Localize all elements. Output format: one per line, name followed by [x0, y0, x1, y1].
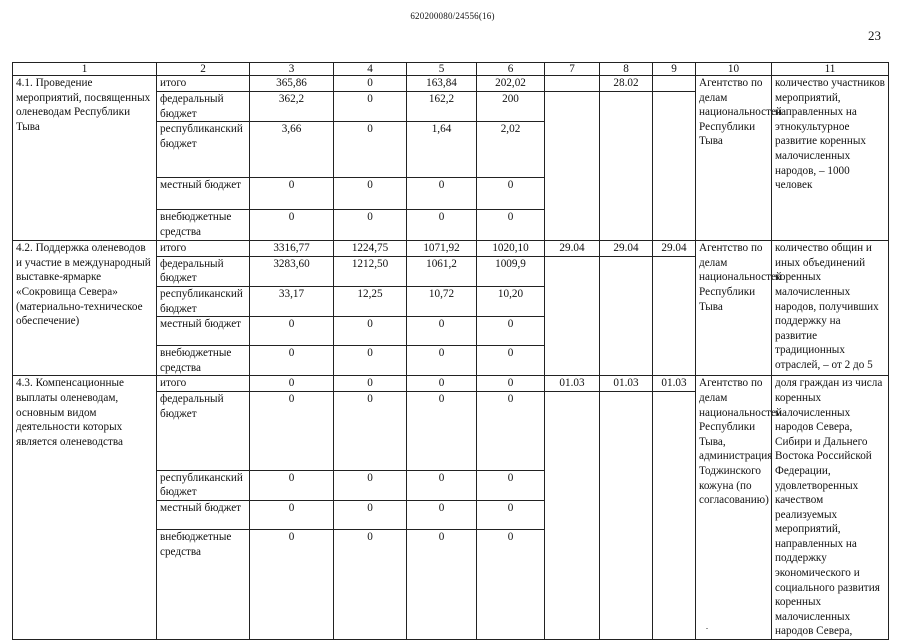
activity-name: 4.3. Компенсационные выплаты оленеводам, основным видом деятельности которых является оленеводства — [13, 376, 157, 640]
empty-cell — [545, 391, 600, 639]
value-year-2: 0 — [407, 376, 477, 392]
value-total: 0 — [250, 210, 334, 241]
value-total: 0 — [250, 346, 334, 376]
value-year-2: 0 — [407, 346, 477, 376]
expected-result: доля граждан из числа коренных малочисленных народов Севера, Сибири и Дальнего Востока Российской Федерации, удовлетворенных качеством реализуемых мероприятий, направленных на поддержку экономического и социального развития коренных малочисленных народов Севера, — [772, 376, 889, 640]
value-year-3: 0 — [477, 178, 545, 210]
value-year-3: 1009,9 — [477, 256, 545, 286]
expected-result: количество участников мероприятий, направленных на этнокультурное развитие коренных малочисленных народов, – 1000 человек — [772, 76, 889, 241]
col-header: 5 — [407, 63, 477, 76]
col-header: 8 — [600, 63, 653, 76]
value-year-1: 1212,50 — [334, 256, 407, 286]
document-id: 620200080/24556(16) — [410, 11, 495, 21]
value-total: 0 — [250, 501, 334, 530]
value-total: 0 — [250, 317, 334, 346]
value-total: 33,17 — [250, 286, 334, 316]
value-year-1: 0 — [334, 122, 407, 178]
empty-cell — [600, 391, 653, 639]
value-total: 0 — [250, 376, 334, 392]
value-year-2: 1071,92 — [407, 241, 477, 257]
value-year-1: 0 — [334, 376, 407, 392]
value-year-3: 0 — [477, 501, 545, 530]
col-header: 3 — [250, 63, 334, 76]
activity-name: 4.1. Проведение мероприятий, посвященных оленеводам Республики Тыва — [13, 76, 157, 241]
value-total: 365,86 — [250, 76, 334, 92]
value-year-1: 12,25 — [334, 286, 407, 316]
value-year-2: 162,2 — [407, 92, 477, 122]
value-year-1: 1224,75 — [334, 241, 407, 257]
empty-cell — [600, 92, 653, 241]
value-year-2: 1061,2 — [407, 256, 477, 286]
value-year-2: 0 — [407, 391, 477, 470]
program-table — [12, 62, 889, 640]
page-number: 23 — [868, 28, 881, 43]
value-total: 3316,77 — [250, 241, 334, 257]
col-header: 11 — [772, 63, 889, 76]
value-year-2: 0 — [407, 178, 477, 210]
value-year-1: 0 — [334, 501, 407, 530]
funding-source: республиканский бюджет — [157, 122, 250, 178]
value-total: 0 — [250, 391, 334, 470]
col-header: 10 — [696, 63, 772, 76]
value-total: 3,66 — [250, 122, 334, 178]
funding-source: внебюджетные средства — [157, 530, 250, 640]
funding-source: федеральный бюджет — [157, 256, 250, 286]
deadline-2: 28.02 — [600, 76, 653, 92]
scan-speck — [706, 628, 708, 629]
expected-result: количество общин и иных объединений коренных малочисленных народов, получивших поддержку на развитие традиционных отраслей, – от 2 до 5 — [772, 241, 889, 376]
executor: Агентство по делам национальностей Республики Тыва — [696, 76, 772, 241]
empty-cell — [653, 391, 696, 639]
value-year-3: 0 — [477, 317, 545, 346]
table-row — [13, 76, 889, 92]
col-header: 9 — [653, 63, 696, 76]
funding-source: местный бюджет — [157, 501, 250, 530]
value-year-3: 0 — [477, 376, 545, 392]
deadline-3 — [653, 76, 696, 92]
value-total: 0 — [250, 530, 334, 640]
funding-source: республиканский бюджет — [157, 470, 250, 500]
empty-cell — [653, 92, 696, 241]
value-year-3: 200 — [477, 92, 545, 122]
value-year-2: 0 — [407, 530, 477, 640]
col-header: 7 — [545, 63, 600, 76]
col-header: 2 — [157, 63, 250, 76]
value-year-1: 0 — [334, 346, 407, 376]
value-year-2: 0 — [407, 501, 477, 530]
deadline-1: 01.03 — [545, 376, 600, 392]
column-numbers-row — [13, 63, 889, 76]
value-year-2: 0 — [407, 210, 477, 241]
funding-source: итого — [157, 376, 250, 392]
value-year-1: 0 — [334, 178, 407, 210]
executor: Агентство по делам национальностей Республики Тыва — [696, 241, 772, 376]
empty-cell — [600, 256, 653, 376]
funding-source: республиканский бюджет — [157, 286, 250, 316]
empty-cell — [545, 92, 600, 241]
funding-source: федеральный бюджет — [157, 391, 250, 470]
value-total: 0 — [250, 178, 334, 210]
col-header: 6 — [477, 63, 545, 76]
value-total: 3283,60 — [250, 256, 334, 286]
value-year-1: 0 — [334, 391, 407, 470]
value-year-1: 0 — [334, 76, 407, 92]
value-year-3: 10,20 — [477, 286, 545, 316]
value-total: 362,2 — [250, 92, 334, 122]
value-year-2: 0 — [407, 470, 477, 500]
funding-source: внебюджетные средства — [157, 346, 250, 376]
funding-source: внебюджетные средства — [157, 210, 250, 241]
col-header: 1 — [13, 63, 157, 76]
funding-source: местный бюджет — [157, 317, 250, 346]
value-year-3: 202,02 — [477, 76, 545, 92]
value-year-2: 0 — [407, 317, 477, 346]
value-year-3: 2,02 — [477, 122, 545, 178]
deadline-1 — [545, 76, 600, 92]
col-header: 4 — [334, 63, 407, 76]
funding-source: федеральный бюджет — [157, 92, 250, 122]
value-year-3: 0 — [477, 346, 545, 376]
deadline-3: 01.03 — [653, 376, 696, 392]
executor: Агентство по делам национальностей Республики Тыва, администрация Тоджинского кожуна (по согласованию) — [696, 376, 772, 640]
empty-cell — [545, 256, 600, 376]
funding-source: местный бюджет — [157, 178, 250, 210]
table-row — [13, 376, 889, 392]
funding-source: итого — [157, 241, 250, 257]
value-year-2: 1,64 — [407, 122, 477, 178]
value-year-2: 10,72 — [407, 286, 477, 316]
value-year-3: 0 — [477, 470, 545, 500]
value-total: 0 — [250, 470, 334, 500]
value-year-3: 0 — [477, 530, 545, 640]
table-row — [13, 241, 889, 257]
deadline-2: 29.04 — [600, 241, 653, 257]
value-year-3: 1020,10 — [477, 241, 545, 257]
empty-cell — [653, 256, 696, 376]
value-year-1: 0 — [334, 530, 407, 640]
value-year-1: 0 — [334, 92, 407, 122]
value-year-2: 163,84 — [407, 76, 477, 92]
deadline-1: 29.04 — [545, 241, 600, 257]
value-year-3: 0 — [477, 391, 545, 470]
activity-name: 4.2. Поддержка оленеводов и участие в международный выставке-ярмарке «Сокровища Севера» (материально-техническое обеспечение) — [13, 241, 157, 376]
deadline-3: 29.04 — [653, 241, 696, 257]
value-year-1: 0 — [334, 210, 407, 241]
value-year-1: 0 — [334, 470, 407, 500]
deadline-2: 01.03 — [600, 376, 653, 392]
funding-source: итого — [157, 76, 250, 92]
value-year-1: 0 — [334, 317, 407, 346]
value-year-3: 0 — [477, 210, 545, 241]
